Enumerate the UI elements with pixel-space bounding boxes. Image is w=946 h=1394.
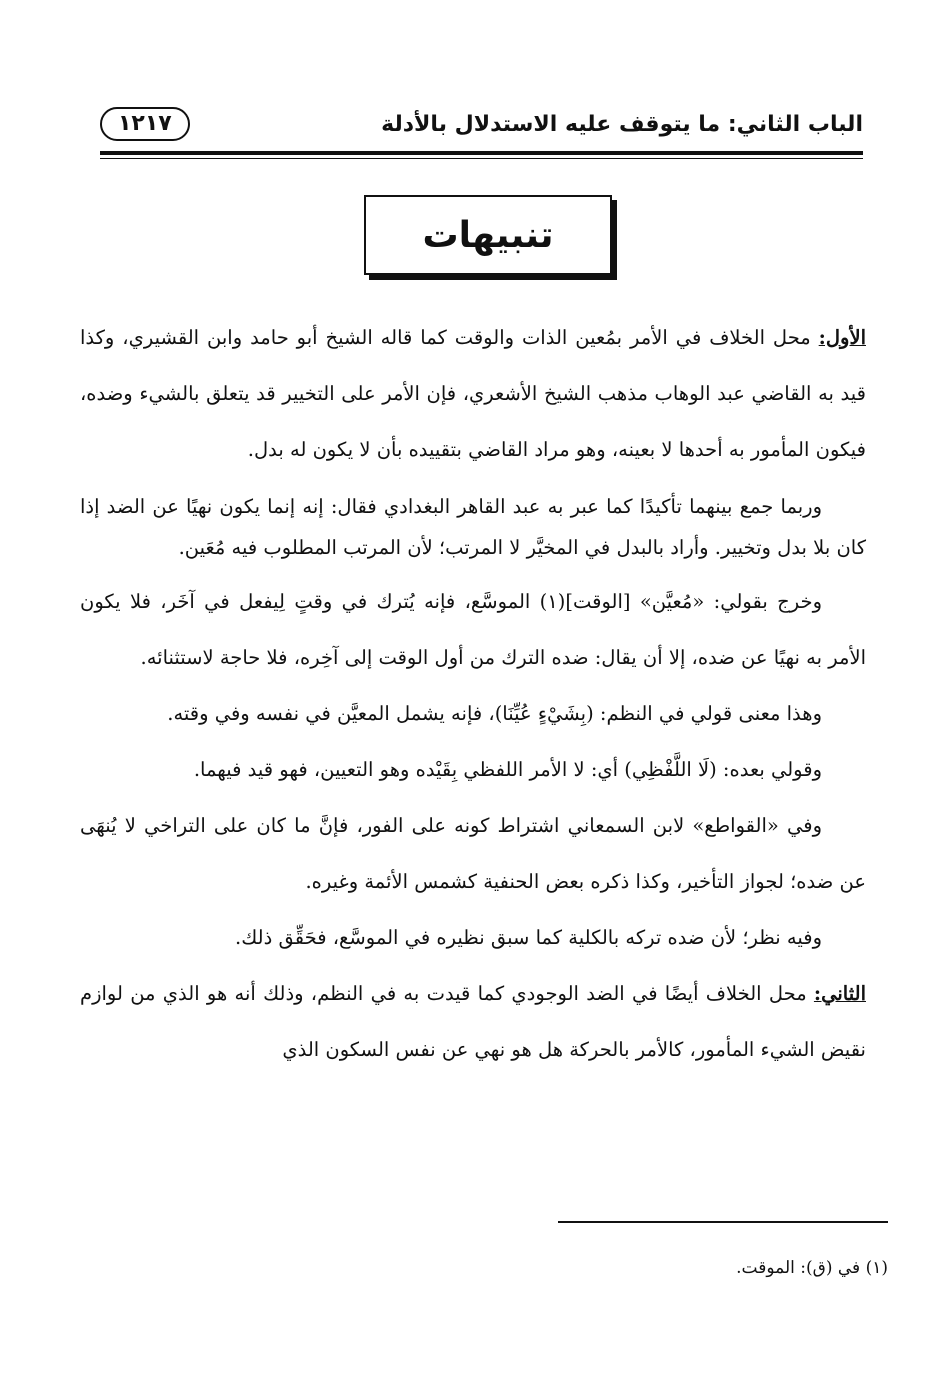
header-rule-thin [100, 158, 863, 159]
page-number: ١٢١٧ [100, 107, 190, 141]
paragraph: وربما جمع بينهما تأكيدًا كما عبر به عبد القاهر البغدادي فقال: إنه إنما يكون نهيًا عن الضد إذا كان بلا بدل وتخيير. وأراد بالبدل في المخيَّر لا المرتب؛ لأن المرتب المطلوب فيه مُعَين. [80, 495, 866, 559]
paragraph: وخرج بقولي: «مُعيَّن» [الوقت](١) الموسَّع، فإنه يُترك في وقتٍ لِيفعل في آخَر، فلا يكون الأمر به نهيًا عن ضده، إلا أن يقال: ضده الترك من أول الوقت إلى آخِره، فلا حاجة لاستثنائه. [80, 590, 866, 669]
paragraph: وفيه نظر؛ لأن ضده تركه بالكلية كما سبق نظيره في الموسَّع، فحَقِّق ذلك. [235, 926, 822, 949]
paragraph: وقولي بعده: (لَا اللَّفْظِي) أي: لا الأمر اللفظي بِقَيْده وهو التعيين، فهو قيد فيهما. [193, 758, 822, 781]
body-text [80, 310, 866, 1078]
paragraph-label-second: الثاني: [813, 982, 866, 1005]
paragraph-second [80, 966, 866, 1078]
paragraph: وفي «القواطع» لابن السمعاني اشتراط كونه على الفور، فإنَّ ما كان على التراخي لا يُنهَى عن ضده؛ لجواز التأخير، وكذا ذكره بعض الحنفية كشمس الأئمة وغيره. [80, 814, 866, 893]
header-rule-thick [100, 151, 863, 155]
paragraph-label-first: الأول: [818, 326, 866, 349]
paragraph-text: محل الخلاف أيضًا في الضد الوجودي كما قيدت به في النظم، وذلك أنه هو الذي من لوازم نقيض الشيء المأمور، كالأمر بالحركة هل هو نهي عن نفس السكون الذي [80, 982, 866, 1061]
chapter-title: الباب الثاني: ما يتوقف عليه الاستدلال بالأدلة [381, 111, 863, 137]
paragraph-first [80, 310, 866, 478]
footnote-rule [558, 1221, 888, 1223]
paragraph: وهذا معنى قولي في النظم: (بِشَيْءٍ عُيِّنَا)، فإنه يشمل المعيَّن في نفسه وفي وقته. [167, 702, 822, 725]
running-header [100, 102, 863, 146]
footnote: (١) في (ق): الموقت. [736, 1258, 888, 1278]
section-title: تنبيهات [364, 195, 612, 275]
paragraph-text: محل الخلاف في الأمر بمُعين الذات والوقت كما قاله الشيخ أبو حامد وابن القشيري، وكذا قيد به القاضي عبد الوهاب مذهب الشيخ الأشعري، فإن الأمر على التخيير قد يتعلق بالشيء وضده، فيكون المأمور به أحدها لا بعينه، وهو مراد القاضي بتقييده بأن لا يكون له بدل. [80, 326, 866, 461]
